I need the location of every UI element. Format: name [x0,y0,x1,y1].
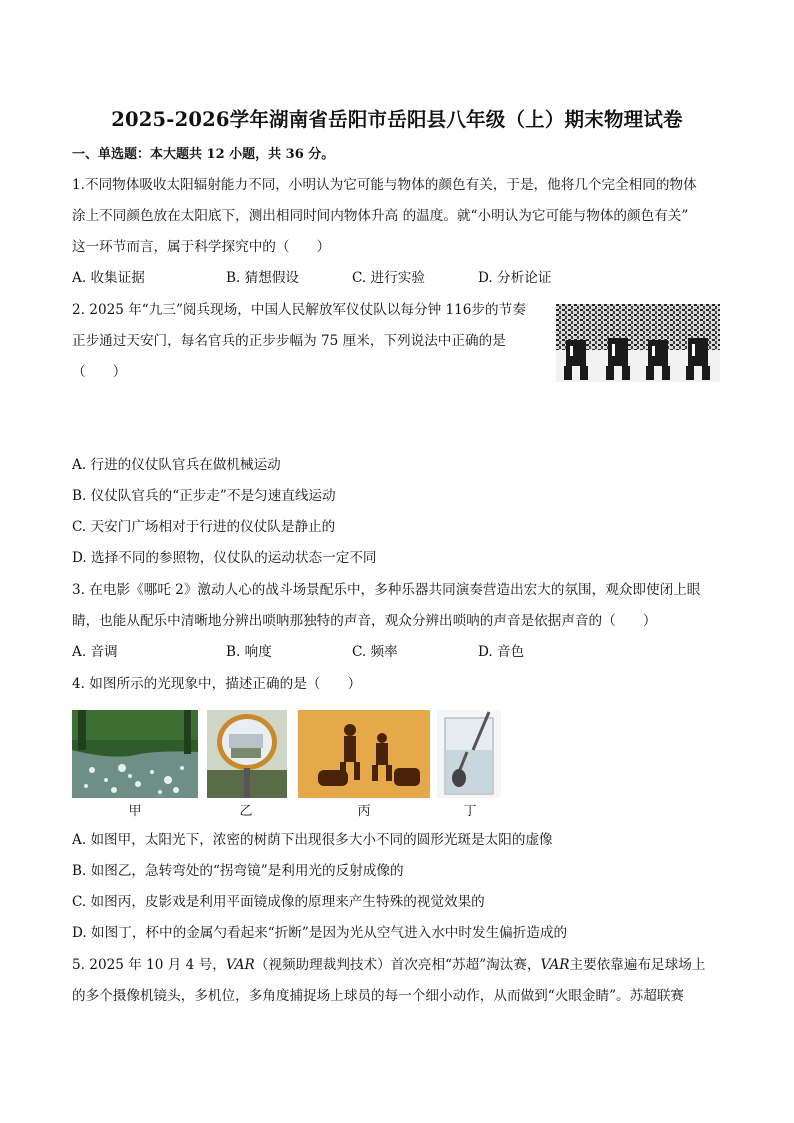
q1-option-c: C. 进行实验 [352,270,425,286]
section-heading: 一、单选题：本大题共 12 小题，共 36 分。 [72,147,335,162]
q3-option-a: A. 音调 [72,644,118,660]
q5-text-line1: 5. 2025 年 10 月 4 号，VAR（视频助理裁判技术）首次亮相“苏超”淘汰赛，VAR主要依靠遍布足球场上 [72,957,706,973]
q1-text-line1: 1.不同物体吸收太阳辐射能力不同，小明认为它可能与物体的颜色有关，于是，他将几个完全相同的物体 [72,177,697,193]
q4-text-line1: 4. 如图所示的光现象中，描述正确的是（ ） [72,676,362,692]
convex-mirror-image [207,710,287,798]
figure-caption-jia: 甲 [128,804,142,819]
q4-option-a: A. 如图甲，太阳光下，浓密的树荫下出现很多大小不同的圆形光斑是太阳的虚像 [72,832,553,848]
q3-text-line2: 睛，也能从配乐中清晰地分辨出唢呐那独特的声音，观众分辨出唢呐的声音是依据声音的（ ） [72,613,657,629]
q5-text-line2: 的多个摄像机镜头，多机位，多角度捕捉场上球员的每一个细小动作，从而做到“火眼金睛”。苏超联赛 [72,988,685,1004]
q3-option-b: B. 响度 [226,644,272,660]
spoon-in-glass-image [437,710,501,798]
q2-option-d: D. 选择不同的参照物，仪仗队的运动状态一定不同 [72,550,377,566]
q3-option-d: D. 音色 [478,644,525,660]
q2-option-c: C. 天安门广场相对于行进的仪仗队是静止的 [72,519,336,535]
exam-title: 2025-2026学年湖南省岳阳市岳阳县八年级（上）期末物理试卷 [111,108,683,131]
q3-option-c: C. 频率 [352,644,398,660]
q2-text-line1: 2. 2025 年“九三”阅兵现场，中国人民解放军仪仗队以每分钟 116步的节奏 [72,302,526,318]
q1-text-line2: 涂上不同颜色放在太阳底下，测出相同时间内物体升高 的温度。就“小明认为它可能与物体的颜色有关” [72,208,689,224]
q1-option-d: D. 分析论证 [478,270,552,286]
q4-option-b: B. 如图乙，急转弯处的“拐弯镜”是利用光的反射成像的 [72,863,404,879]
q2-text-line2: 正步通过天安门，每名官兵的正步步幅为 75 厘米，下列说法中正确的是 [72,333,506,349]
q2-option-a: A. 行进的仪仗队官兵在做机械运动 [72,457,281,473]
figure-caption-ding: 丁 [463,804,477,819]
parade-image [556,304,720,382]
q1-option-a: A. 收集证据 [72,270,145,286]
q4-option-d: D. 如图丁，杯中的金属勺看起来“折断”是因为光从空气进入水中时发生偏折造成的 [72,925,568,941]
forest-light-spots-image [72,710,198,798]
q3-text-line1: 3. 在电影《哪吒 2》激动人心的战斗场景配乐中，多种乐器共同演奏营造出宏大的氛围，观众即使闭上眼 [72,582,701,598]
shadow-play-image [298,710,430,798]
q2-option-b: B. 仪仗队官兵的“正步走”不是匀速直线运动 [72,488,336,504]
q2-text-line3: （ ） [72,364,127,380]
q1-option-b: B. 猜想假设 [226,270,300,286]
q4-option-c: C. 如图丙，皮影戏是利用平面镜成像的原理来产生特殊的视觉效果的 [72,894,485,910]
figure-caption-yi: 乙 [239,804,253,819]
q1-text-line3: 这一环节而言，属于科学探究中的（ ） [72,239,331,255]
figure-caption-bing: 丙 [357,804,371,819]
